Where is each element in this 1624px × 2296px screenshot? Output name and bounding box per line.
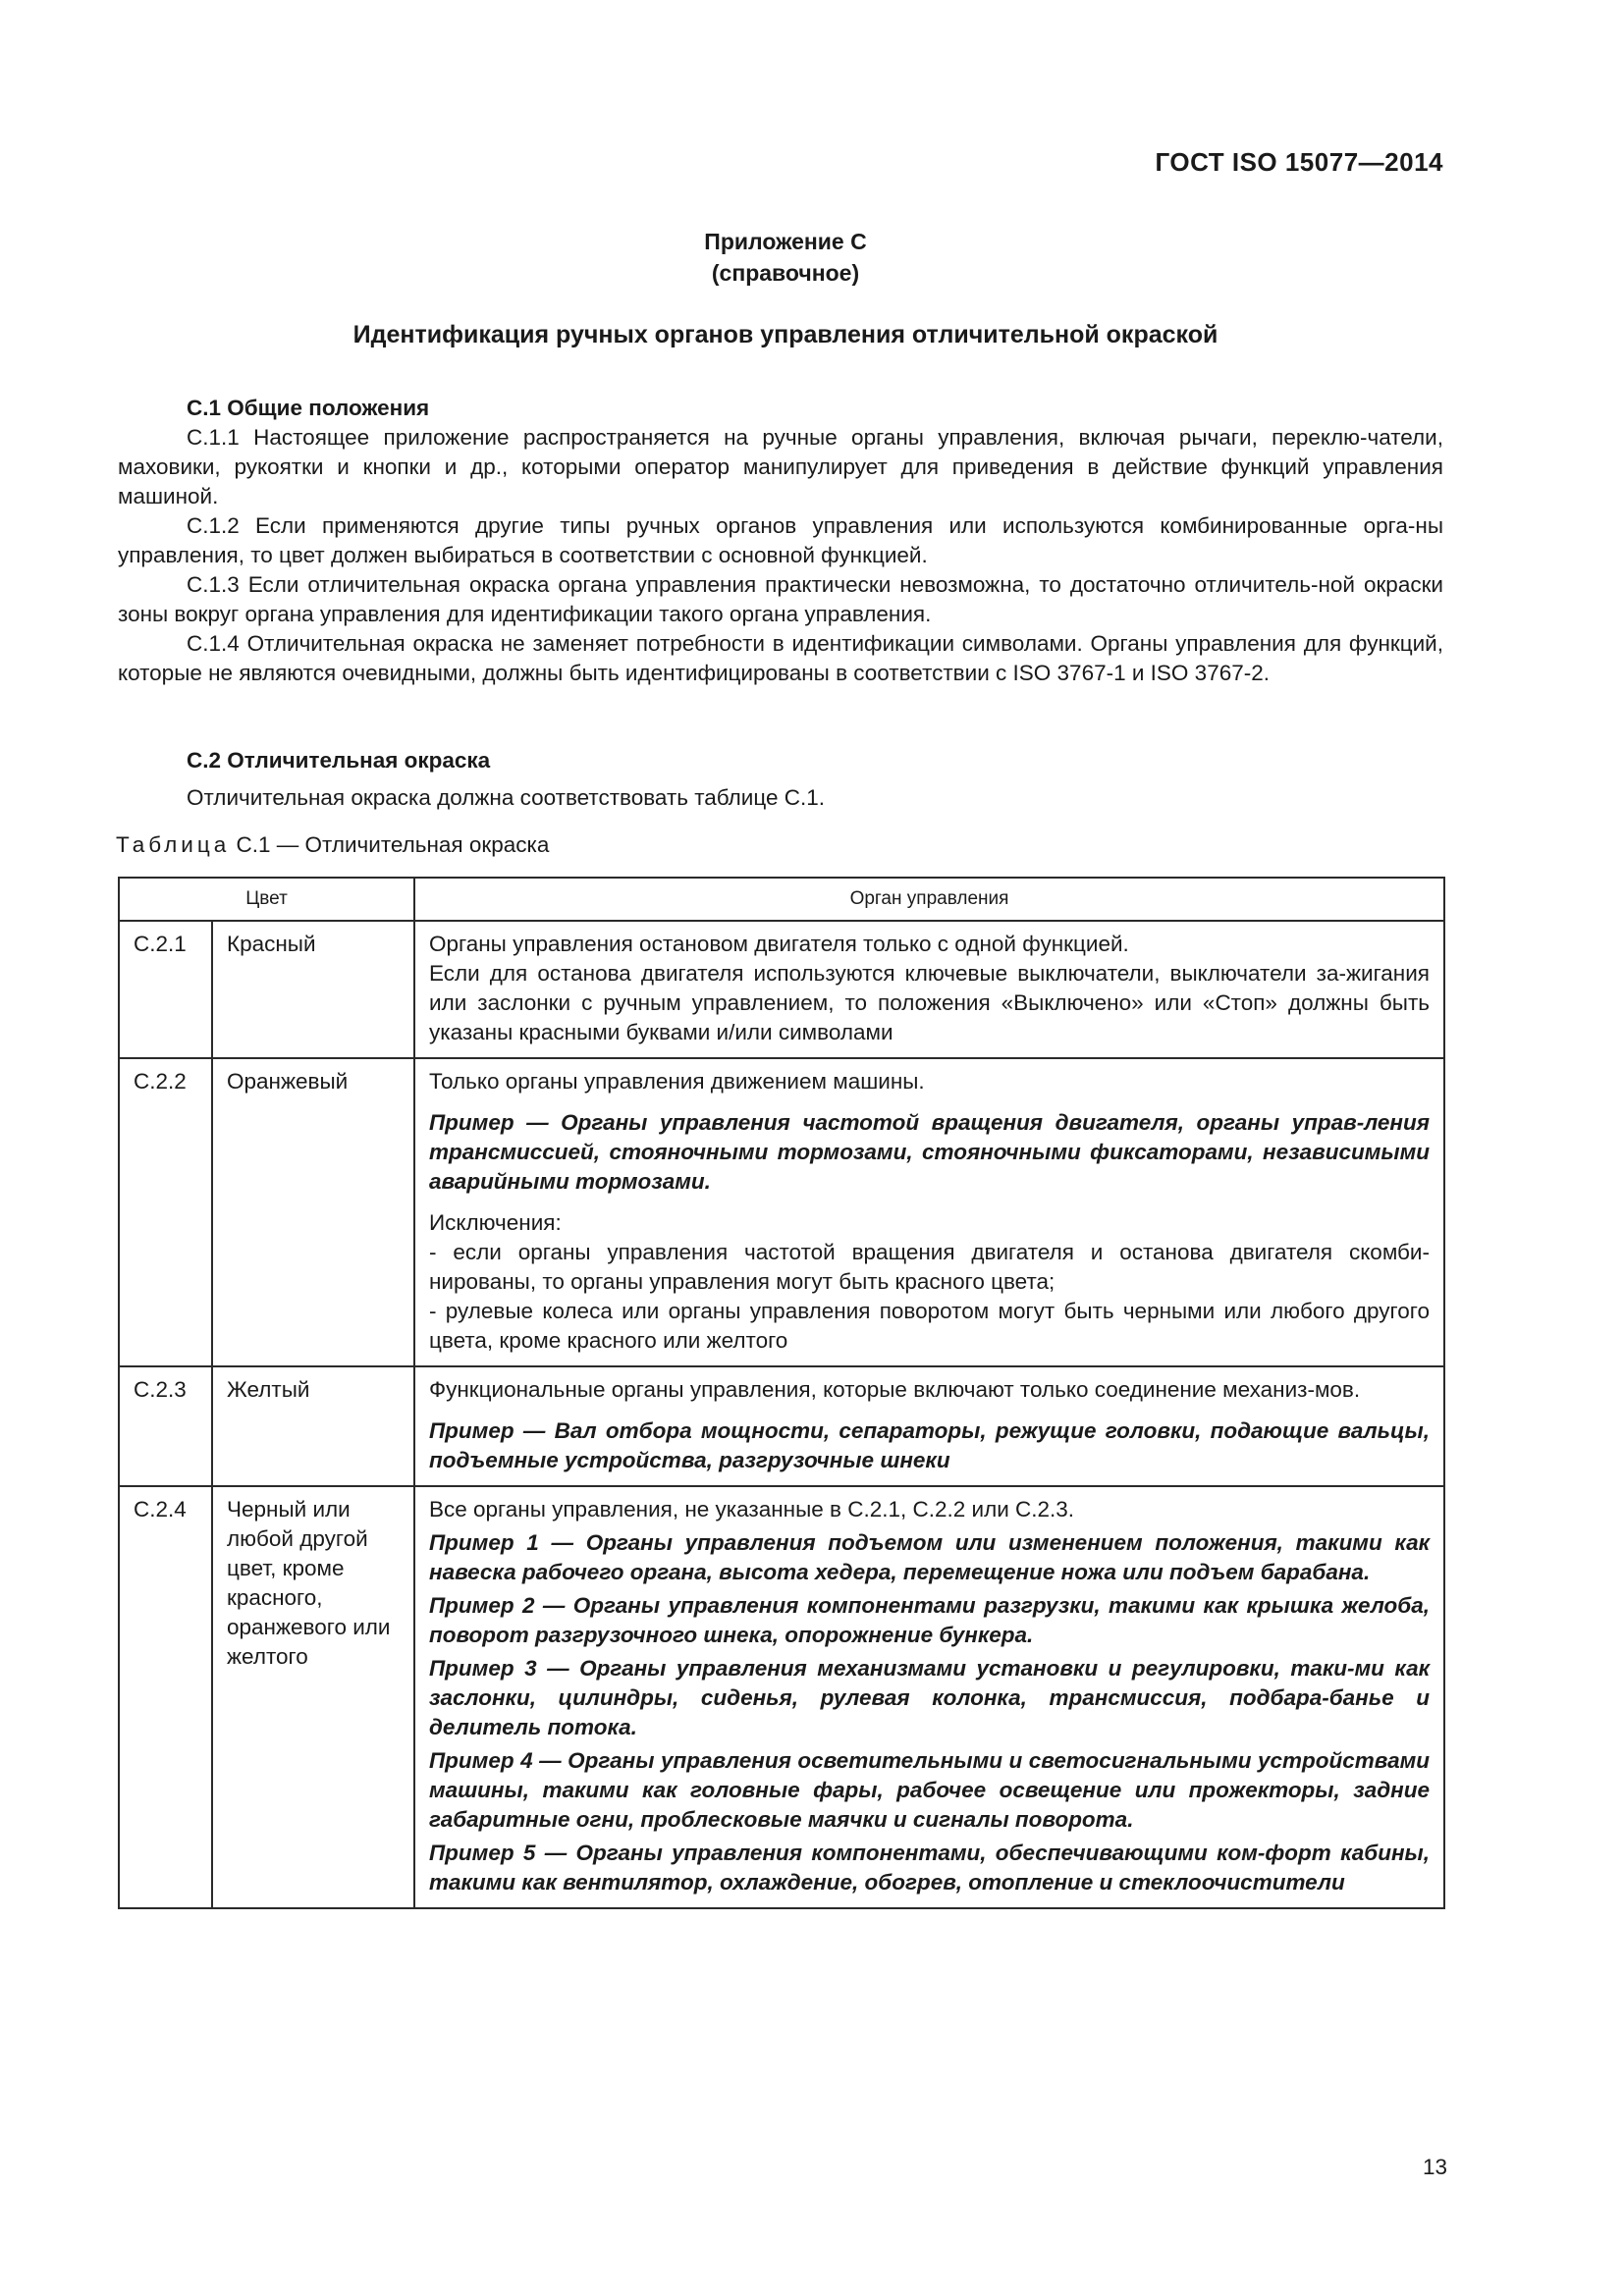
page-title: Идентификация ручных органов управления отличительной окраской xyxy=(352,321,1218,348)
row-color: Оранжевый xyxy=(212,1058,414,1366)
description-text: Органы управления остановом двигателя только с одной функцией. xyxy=(429,932,1129,956)
row-color: Черный или любой другой цвет, кроме красного, оранжевого или желтого xyxy=(212,1486,414,1908)
description-text: Функциональные органы управления, которые включают только соединение механиз-мов. xyxy=(429,1377,1361,1402)
example-text: Пример — Вал отбора мощности, сепараторы, режущие головки, подающие вальцы, подъемные устройства, разгрузочные шнеки xyxy=(429,1418,1430,1472)
paragraph: С.1.3 Если отличительная окраска органа управления практически невозможна, то достаточно отличитель-ной окраски зоны вокруг органа управления для идентификации такого органа управления. xyxy=(118,572,1443,626)
document-code: ГОСТ ISO 15077—2014 xyxy=(1155,147,1443,177)
example-text: Пример 5 — Органы управления компонентами, обеспечивающими ком-форт кабины, такими как вентилятор, охлаждение, обогрев, отопление и стеклоочистители xyxy=(429,1841,1430,1895)
appendix-subtitle: (справочное) xyxy=(711,260,860,286)
appendix-title: Приложение С xyxy=(704,229,867,254)
color-table xyxy=(118,877,1445,1909)
exceptions-title: Исключения: xyxy=(429,1210,562,1235)
row-description xyxy=(414,1486,1444,1908)
row-color: Желтый xyxy=(212,1366,414,1486)
description-text: Все органы управления, не указанные в С.2.1, С.2.2 или С.2.3. xyxy=(429,1497,1075,1522)
page-number: 13 xyxy=(1422,2155,1447,2179)
section-heading: С.2 Отличительная окраска xyxy=(187,748,491,773)
table-caption xyxy=(116,832,549,858)
section-coloring xyxy=(118,736,1443,813)
description-text: Только органы управления движением машины. xyxy=(429,1069,925,1094)
exception-item: - рулевые колеса или органы управления поворотом могут быть черными или любого другого цвета, кроме красного или желтого xyxy=(429,1299,1430,1353)
example-text: Пример 4 — Органы управления осветительными и светосигнальными устройствами машины, такими как головные фары, рабочее освещение или прожекторы, задние габаритные огни, проблесковые маячки и сигналы поворота. xyxy=(429,1748,1430,1832)
table-caption-text: С.1 — Отличительная окраска xyxy=(236,832,550,857)
example-text: Пример 1 — Органы управления подъемом или изменением положения, такими как навеска рабочего органа, высота хедера, перемещение ножа или подъем барабана. xyxy=(429,1530,1430,1584)
table-row xyxy=(119,921,1444,1058)
paragraph: С.1.2 Если применяются другие типы ручных органов управления или используются комбинированные орга-ны управления, то цвет должен выбираться в соответствии с основной функцией. xyxy=(118,513,1443,567)
table-caption-prefix: Таблица xyxy=(116,832,231,857)
row-number: С.2.1 xyxy=(119,921,212,1058)
header-organ: Орган управления xyxy=(414,878,1444,921)
row-description xyxy=(414,921,1444,1058)
example-text: Пример — Органы управления частотой вращения двигателя, органы управ-ления трансмиссией, стояночными тормозами, стояночными фиксаторами, независимыми аварийными тормозами. xyxy=(429,1110,1430,1194)
row-description xyxy=(414,1058,1444,1366)
section-general xyxy=(118,384,1443,688)
table-header-row xyxy=(119,878,1444,921)
table-row xyxy=(119,1058,1444,1366)
table-row xyxy=(119,1486,1444,1908)
table-row xyxy=(119,1366,1444,1486)
paragraph: С.1.4 Отличительная окраска не заменяет потребности в идентификации символами. Органы управления для функций, которые не являются очевидными, должны быть идентифицированы в соответствии с ISO 3767-1 и ISO 3767-2. xyxy=(118,631,1443,685)
paragraph: С.1.1 Настоящее приложение распространяется на ручные органы управления, включая рычаги, переклю-чатели, маховики, рукоятки и кнопки и др., которыми оператор манипулирует для приведения в действие функций управления машиной. xyxy=(118,425,1443,508)
row-number: С.2.4 xyxy=(119,1486,212,1908)
row-description xyxy=(414,1366,1444,1486)
description-text: Если для останова двигателя используются ключевые выключатели, выключатели за-жигания или заслонки с ручным управлением, то положения «Выключено» или «Стоп» должны быть указаны красными буквами и/или символами xyxy=(429,961,1430,1044)
example-text: Пример 2 — Органы управления компонентами разгрузки, такими как крышка желоба, поворот разгрузочного шнека, опорожнение бункера. xyxy=(429,1593,1430,1647)
row-number: С.2.3 xyxy=(119,1366,212,1486)
row-color: Красный xyxy=(212,921,414,1058)
row-number: С.2.2 xyxy=(119,1058,212,1366)
example-text: Пример 3 — Органы управления механизмами установки и регулировки, таки-ми как заслонки, цилиндры, сиденья, рулевая колонка, трансмиссия, подбара-банье и делитель потока. xyxy=(429,1656,1430,1739)
section-heading: С.1 Общие положения xyxy=(187,396,430,420)
header-color: Цвет xyxy=(119,878,414,921)
exception-item: - если органы управления частотой вращения двигателя и останова двигателя скомби-нированы, то органы управления могут быть красного цвета; xyxy=(429,1240,1430,1294)
paragraph: Отличительная окраска должна соответствовать таблице С.1. xyxy=(187,785,826,810)
